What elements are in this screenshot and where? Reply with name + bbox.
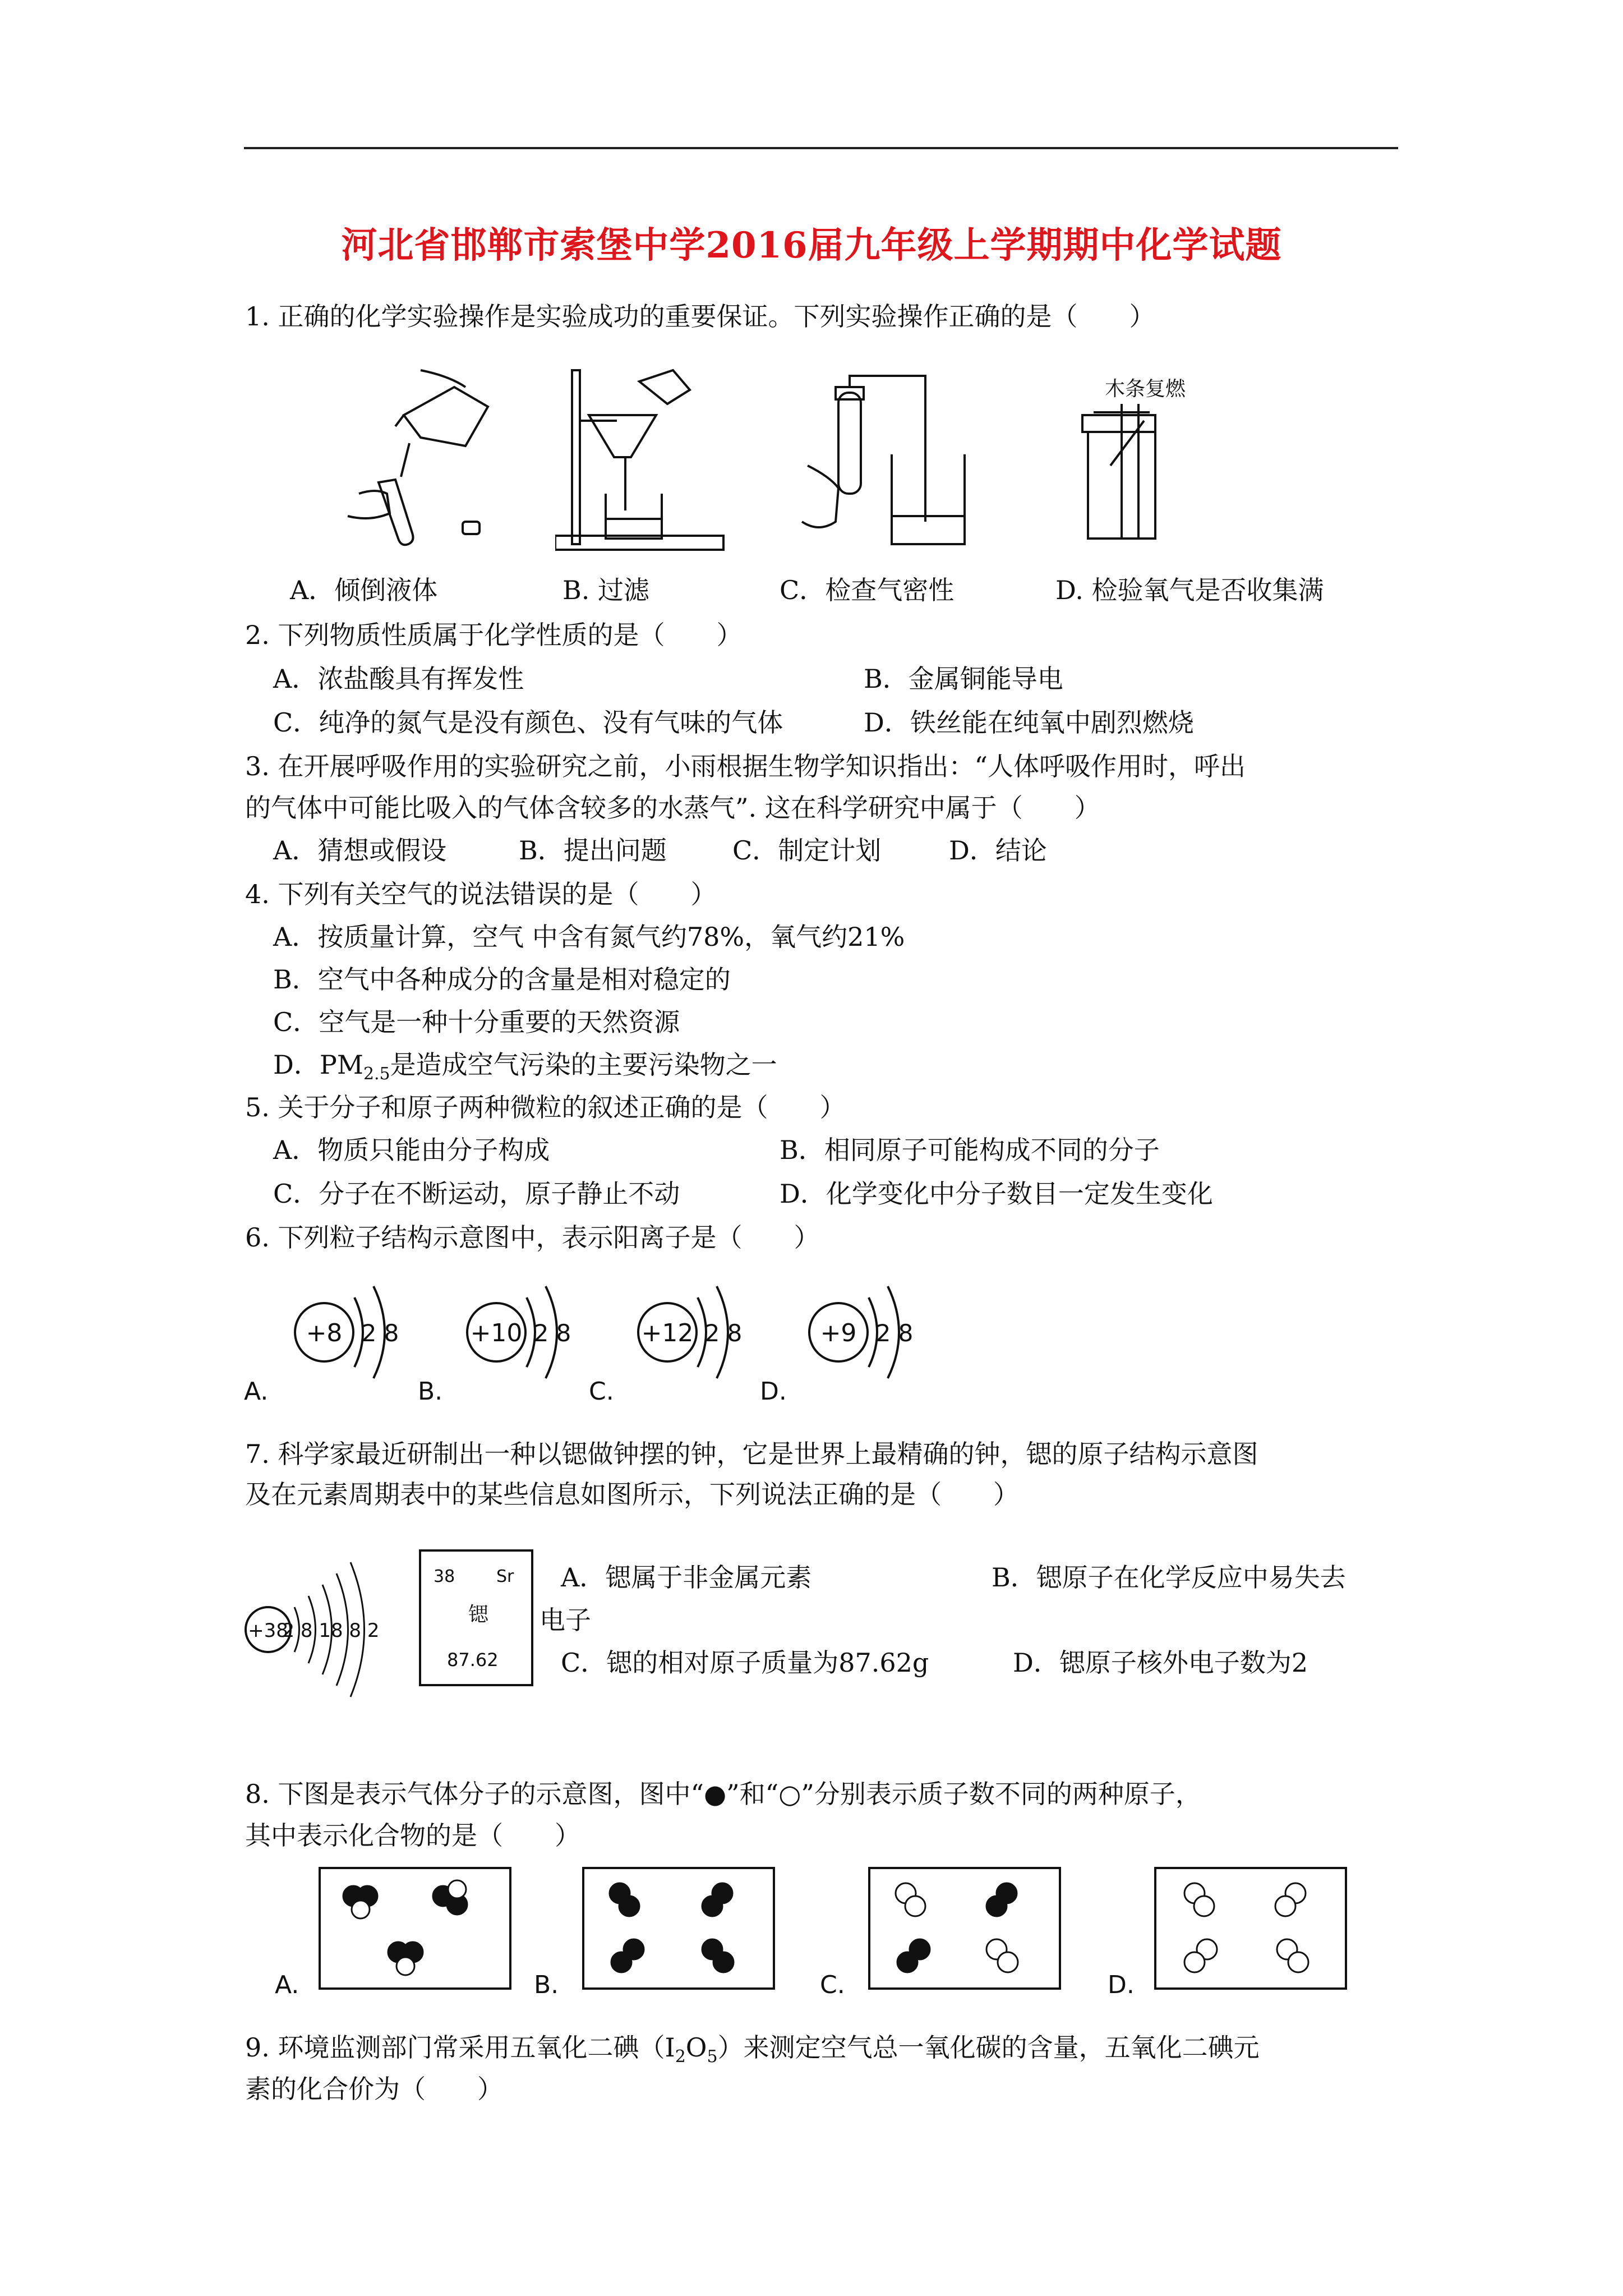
q4-option-c: C．空气是一种十分重要的天然资源 xyxy=(273,1007,680,1037)
top-rule xyxy=(244,147,1398,149)
q4-stem: 4. 下列有关空气的说法错误的是（ ） xyxy=(245,879,717,909)
q3-stem-line1: 3. 在开展呼吸作用的实验研究之前，小雨根据生物学知识指出：“人体呼吸作用时，呼出 xyxy=(245,751,1246,781)
q4-option-d: D．$PM_{2.5}$是造成空气污染的主要污染物之一 xyxy=(273,1050,777,1084)
q7-option-b: B．锶原子在化学反应中易失去 xyxy=(992,1562,1346,1593)
q8-label-c: C. xyxy=(820,1971,845,1999)
q7-option-d: D．锶原子核外电子数为2 xyxy=(1013,1648,1308,1678)
q6-stem: 6. 下列粒子结构示意图中，表示阳离子是（ ） xyxy=(245,1222,820,1253)
q7-element-name: 锶 xyxy=(468,1603,489,1626)
q6-b-shells: 2 8 xyxy=(533,1319,571,1347)
q2-stem: 2. 下列物质性质属于化学性质的是（ ） xyxy=(245,620,743,650)
q6-d-label: D. xyxy=(760,1377,787,1406)
q3-option-c: C．制定计划 xyxy=(732,835,882,866)
q9-stem-line2: 素的化合价为（ ） xyxy=(245,2074,503,2104)
q7-element-symbol: Sr xyxy=(496,1567,514,1586)
q6-diagrams xyxy=(241,1265,981,1411)
q6-d-shells: 2 8 xyxy=(875,1319,914,1347)
q6-diagram-c xyxy=(589,1286,742,1406)
q1-option-c: C．检查气密性 xyxy=(780,575,955,605)
q3-option-d: D．结论 xyxy=(949,835,1047,866)
q1-fig-label: 木条复燃 xyxy=(1105,378,1186,401)
q7-periodic-table-cell xyxy=(418,1548,541,1688)
page-title: 河北省邯郸市索堡中学2016届九年级上学期期中化学试题 xyxy=(341,224,1282,266)
q6-b-nucleus: +10 xyxy=(470,1319,523,1347)
q6-b-label: B. xyxy=(418,1377,443,1406)
q7-stem-line1: 7. 科学家最近研制出一种以锶做钟摆的钟，它是世界上最精确的钟，锶的原子结构示意图 xyxy=(245,1439,1258,1469)
q3-option-a: A．猜想或假设 xyxy=(273,835,447,866)
q1-option-d: D. 检验氧气是否收集满 xyxy=(1055,575,1324,605)
q9-stem-line1: 9. 环境监测部门常采用五氧化二碘$(I_2O_5)$来测定空气总一氧化碳的含量，五氧化二碘元 xyxy=(245,2032,1260,2067)
q3-option-b: B．提出问题 xyxy=(519,835,667,866)
q6-diagram-d xyxy=(760,1286,913,1406)
q8-label-a: A. xyxy=(275,1971,299,1999)
q5-stem: 5. 关于分子和原子两种微粒的叙述正确的是（ ） xyxy=(245,1092,846,1122)
q7-element-number: 38 xyxy=(434,1567,455,1586)
q1-fig-filtering xyxy=(555,359,746,555)
q6-c-shells: 2 8 xyxy=(704,1319,743,1347)
q1-fig-pouring xyxy=(336,353,505,555)
q8-stem-line2: 其中表示化合物的是（ ） xyxy=(245,1820,580,1851)
q6-d-nucleus: +9 xyxy=(820,1319,857,1347)
q7-stem-line2: 及在元素周期表中的某些信息如图所示，下列说法正确的是（ ） xyxy=(245,1479,1019,1510)
q1-option-a: A．倾倒液体 xyxy=(290,575,438,605)
q7-atom-shells: 2 8 18 8 2 xyxy=(282,1619,380,1642)
q5-option-a: A．物质只能由分子构成 xyxy=(273,1135,550,1165)
q1-stem: 1. 正确的化学实验操作是实验成功的重要保证。下列实验操作正确的是（ ） xyxy=(245,301,1155,332)
q8-box-a-molecules xyxy=(343,1880,467,1975)
q8-box-d-molecules xyxy=(1184,1883,1308,1972)
q1-fig-oxygen-test xyxy=(1060,370,1217,555)
q2-option-d: D．铁丝能在纯氧中剧烈燃烧 xyxy=(864,707,1194,738)
q1-fig-airtightness xyxy=(796,365,987,555)
q6-c-label: C. xyxy=(589,1377,614,1406)
q6-a-shells: 2 8 xyxy=(361,1319,399,1347)
q4-option-a: A．按质量计算，空气 中含有氮气约78%，氧气约21% xyxy=(273,922,905,952)
q6-diagram-a xyxy=(244,1286,399,1406)
q7-option-b-cont: 电子 xyxy=(540,1605,591,1635)
q6-diagram-b xyxy=(418,1286,571,1406)
q8-box-c-molecules xyxy=(896,1883,1018,1972)
q7-atom-nucleus: +38 xyxy=(248,1619,288,1642)
q7-option-c: C．锶的相对原子质量为87.62g xyxy=(561,1648,929,1678)
q8-label-d: D. xyxy=(1108,1971,1135,1999)
q8-box-b-molecules xyxy=(610,1883,734,1972)
q8-molecule-diagrams xyxy=(247,1862,1368,2008)
q5-option-b: B．相同原子可能构成不同的分子 xyxy=(780,1135,1160,1165)
q2-option-c: C．纯净的氮气是没有颜色、没有气味的气体 xyxy=(273,707,783,738)
q8-label-b: B. xyxy=(534,1971,559,1999)
q5-option-d: D．化学变化中分子数目一定发生变化 xyxy=(780,1179,1213,1209)
q6-a-nucleus: +8 xyxy=(306,1319,343,1347)
q3-stem-line2: 的气体中可能比吸入的气体含较多的水蒸气”. 这在科学研究中属于（ ） xyxy=(245,793,1100,823)
q1-option-b: B. 过滤 xyxy=(562,575,650,605)
q7-option-a: A．锶属于非金属元素 xyxy=(561,1562,812,1593)
q6-c-nucleus: +12 xyxy=(641,1319,694,1347)
q7-element-mass: 87.62 xyxy=(447,1649,499,1671)
q8-stem-line1: 8. 下图是表示气体分子的示意图，图中“●”和“○”分别表示质子数不同的两种原子， xyxy=(245,1779,1201,1809)
q4-option-b: B．空气中各种成分的含量是相对稳定的 xyxy=(273,964,731,995)
q2-option-a: A．浓盐酸具有挥发性 xyxy=(273,664,524,694)
q5-option-c: C．分子在不断运动，原子静止不动 xyxy=(273,1179,680,1209)
q2-option-b: B．金属铜能导电 xyxy=(864,664,1063,694)
q7-strontium-atom xyxy=(241,1548,409,1717)
q6-a-label: A. xyxy=(244,1377,269,1406)
